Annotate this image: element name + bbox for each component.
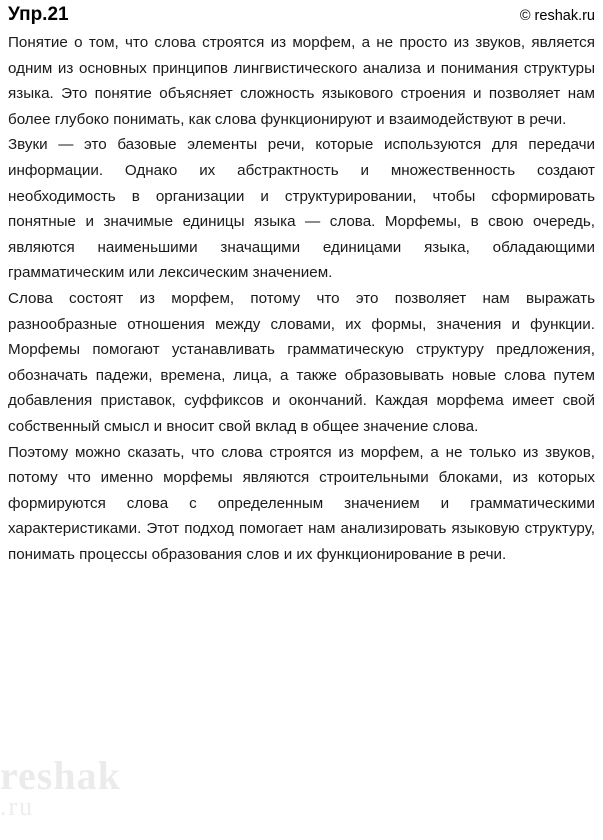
watermark-subtext: .ru [0,792,35,821]
paragraph: Поэтому можно сказать, что слова строятся из морфем, а не только из звуков, потому что именно морфемы являются строительными блоками, из которых формируются слова с определенным значением и грамматическими характеристиками. Этот подход помогает нам анализировать языковую структуру, понимать процессы образования слов и их функционирование в речи. [8,443,595,563]
watermark [0,753,121,822]
copyright-notice: © reshak.ru [519,8,595,24]
page-header [8,4,595,26]
paragraph: Слова состоят из морфем, потому что это позволяет нам выражать разнообразные отношения между словами, их формы, значения и функции. Морфемы помогают устанавливать грамматическую структуру предложения, обозначать падежи, времена, лица, а также образовывать новые слова путем добавления приставок, суффиксов и окончаний. Каждая морфема имеет свой собственный смысл и вносит свой вклад в общее значение слова. [8,289,595,435]
paragraph: Понятие о том, что слова строятся из морфем, а не просто из звуков, является одним из основных принципов лингвистического анализа и понимания структуры языка. Это понятие объясняет сложность языкового строения и позволяет нам более глубоко понимать, как слова функционируют и взаимодействуют в речи. [8,34,595,128]
page-title: Упр.21 [8,4,69,25]
paragraph: Звуки — это базовые элементы речи, которые используются для передачи информации. Однако их абстрактность и множественность создают необходимость в организации и структурировании, чтобы сформировать понятные и значимые единицы языка — слова. Морфемы, в свою очередь, являются наименьшими значащими единицами языка, обладающими грамматическим или лексическим значением. [8,136,595,282]
document-body [8,30,595,567]
watermark-text: reshak [0,753,121,798]
